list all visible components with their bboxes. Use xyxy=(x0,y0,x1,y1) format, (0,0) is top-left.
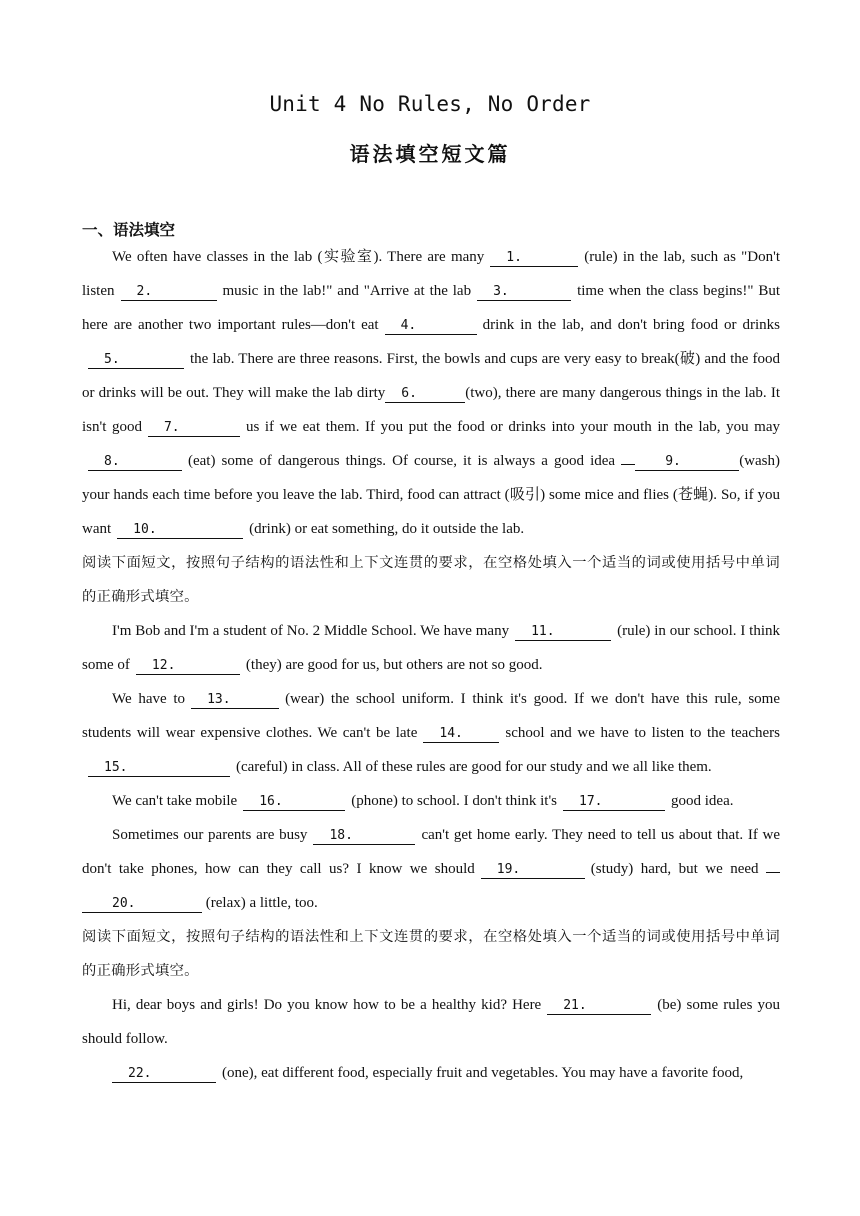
passage-text: us if we eat them. If you put the food or drinks into your mouth in the lab, you may xyxy=(245,419,781,435)
section-heading: 一、语法填空 xyxy=(82,221,176,239)
passage-2-para-3 xyxy=(82,784,780,818)
blank-16: 16. xyxy=(243,793,345,811)
blank-11: 11. xyxy=(515,623,611,641)
instruction-2: 阅读下面短文，按照句子结构的语法性和上下文连贯的要求，在空格处填入一个适当的词或使用括号中单词的正确形式填空。 xyxy=(82,929,780,979)
passage-text: (phone) to school. I don't think it's xyxy=(351,793,558,809)
passage-text: music in the lab!" and "Arrive at the lab xyxy=(222,283,472,299)
blank-14: 14. xyxy=(423,725,499,743)
passage-text: (rule) in our school. I think some of xyxy=(82,623,780,673)
instruction-1: 阅读下面短文，按照句子结构的语法性和上下文连贯的要求，在空格处填入一个适当的词或使用括号中单词的正确形式填空。 xyxy=(82,555,780,605)
passage-text: (wear) the school uniform. I think it's good. If we don't have this rule, some students will wear expensive clothes. We can't be late xyxy=(82,691,780,741)
blank-13: 13. xyxy=(191,691,279,709)
blank-2: 2. xyxy=(121,283,217,301)
blank-3: 3. xyxy=(477,283,571,301)
passage-text: (two), there are many dangerous things in the lab. It isn't good xyxy=(82,385,780,435)
passage-text: (wash) your hands each time before you leave the lab. Third, food can attract (吸引) some mice and flies (苍蝇). So, if you want xyxy=(82,453,781,537)
blank-20-lead xyxy=(766,872,780,873)
passage-text: good idea. xyxy=(671,793,734,809)
passage-2-para-2 xyxy=(82,682,780,784)
blank-9-lead xyxy=(621,464,635,465)
passage-text: (be) some rules you should follow. xyxy=(82,997,781,1047)
blank-21: 21. xyxy=(547,997,651,1015)
blank-18: 18. xyxy=(313,827,415,845)
passage-text: We have to xyxy=(112,691,186,707)
blank-22: 22. xyxy=(112,1065,216,1083)
passage-text: (they) are good for us, but others are not so good. xyxy=(245,657,543,673)
blank-6: 6. xyxy=(385,385,465,403)
document-subtitle: 语法填空短文篇 xyxy=(349,142,511,166)
passage-text: Hi, dear boys and girls! Do you know how to be a healthy kid? Here xyxy=(112,997,542,1013)
passage-text: time when the class begins!" But here are another two important rules—don't eat xyxy=(82,283,781,333)
passage-text: (rule) in the lab, such as "Don't listen xyxy=(82,249,780,299)
blank-1: 1. xyxy=(490,249,578,267)
blank-5: 5. xyxy=(88,351,184,369)
passage-3-para-2 xyxy=(82,1056,780,1090)
passage-text: (study) hard, but we need xyxy=(590,861,759,877)
document-title: Unit 4 No Rules, No Order xyxy=(269,92,591,116)
blank-20: 20. xyxy=(82,895,202,913)
passage-text: I'm Bob and I'm a student of No. 2 Middle School. We have many xyxy=(112,623,510,639)
passage-text: can't get home early. They need to tell us about that. If we don't take phones, how can they call us? I know we should xyxy=(82,827,781,877)
passage-3-para-1 xyxy=(82,988,780,1056)
passage-text: (relax) a little, too. xyxy=(205,895,318,911)
blank-9: 9. xyxy=(635,453,739,471)
blank-8: 8. xyxy=(88,453,182,471)
passage-text: drink in the lab, and don't bring food or drinks xyxy=(482,317,780,333)
blank-17: 17. xyxy=(563,793,665,811)
passage-text: the lab. There are three reasons. First, the bowls and cups are very easy to break(破) and the food or drinks will be out. They will make the lab dirty xyxy=(82,351,780,401)
passage-text: (careful) in class. All of these rules are good for our study and we all like them. xyxy=(236,759,712,775)
passage-text: (eat) some of dangerous things. Of course, it is always a good idea xyxy=(188,453,616,469)
passage-2-para-4 xyxy=(82,818,780,920)
passage-1 xyxy=(82,240,780,546)
passage-text: (drink) or eat something, do it outside the lab. xyxy=(249,521,525,537)
blank-15: 15. xyxy=(88,759,230,777)
passage-text: school and we have to listen to the teachers xyxy=(505,725,780,741)
blank-12: 12. xyxy=(136,657,240,675)
passage-text: We often have classes in the lab (实验室). There are many xyxy=(112,249,485,265)
blank-10: 10. xyxy=(117,521,243,539)
passage-text: Sometimes our parents are busy xyxy=(112,827,308,843)
passage-text: We can't take mobile xyxy=(112,793,238,809)
blank-19: 19. xyxy=(481,861,585,879)
blank-7: 7. xyxy=(148,419,240,437)
blank-4: 4. xyxy=(385,317,477,335)
passage-2-para-1 xyxy=(82,614,780,682)
document-body xyxy=(82,240,780,1090)
passage-text: (one), eat different food, especially fruit and vegetables. You may have a favorite food, xyxy=(222,1065,744,1081)
